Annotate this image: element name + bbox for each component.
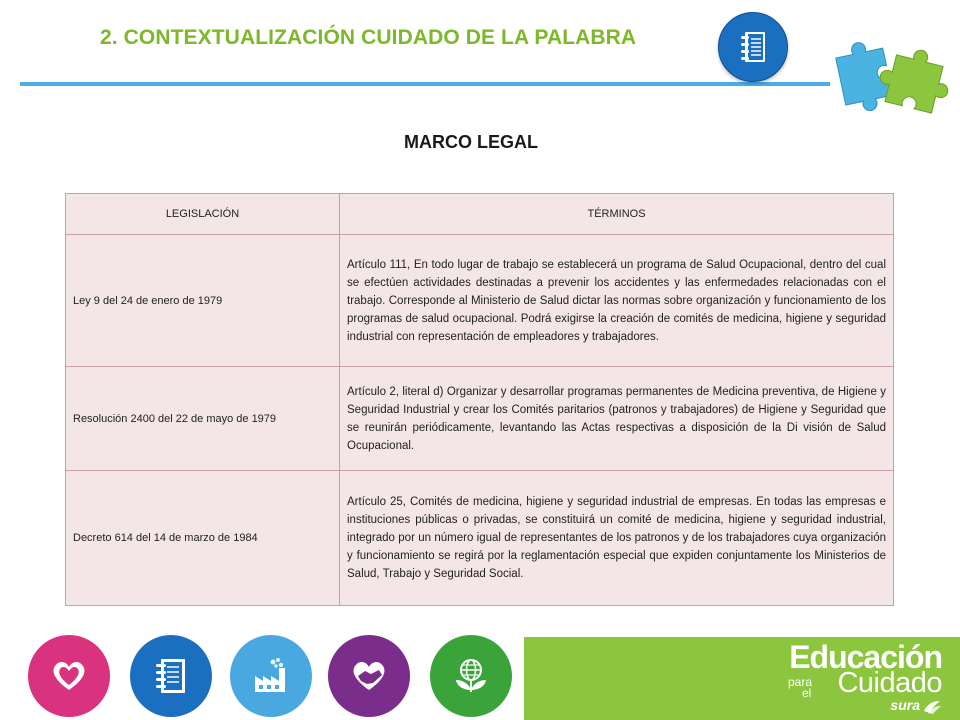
globe-circle [430,635,512,717]
handshake-icon [349,656,389,696]
heart-circle [28,635,110,717]
globe-plant-icon [451,656,491,696]
legislation-cell: Resolución 2400 del 22 de mayo de 1979 [66,367,340,471]
legislation-cell: Decreto 614 del 14 de marzo de 1984 [66,471,340,606]
page-title: 2. CONTEXTUALIZACIÓN CUIDADO DE LA PALABRA [100,26,637,49]
table-header-row [66,194,894,235]
factory-circle [230,635,312,717]
brand-cuidado-text: Cuidado [837,667,942,699]
puzzle-pieces-icon [832,40,952,120]
factory-icon [251,656,291,696]
heart-icon [49,656,89,696]
top-notebook-circle [718,12,788,82]
notebook-icon [151,656,191,696]
legal-framework-table [65,193,894,606]
terms-cell: Artículo 111, En todo lugar de trabajo se establecerá un programa de Salud Ocupacional, dentro del cual se efectúen actividades destinadas a prevenir los accidentes y las enfermedades relacionadas con el trabajo. Corresponde al Ministerio de Salud dictar las normas sobre organización y funcionamiento de los programas de salud ocupacional. Podrá exigirse la creación de comités de medicina, higiene y seguridad industrial con representación de empleadores y trabajadores. [340,235,894,367]
handshake-circle [328,635,410,717]
terms-cell: Artículo 2, literal d) Organizar y desarrollar programas permanentes de Medicina preventiva, de Higiene y Seguridad Industrial y crear los Comités paritarios (patronos y trabajadores) de Higiene y Seguridad que se reunirán periódicamente, levantando las Actas respectivas a disposición de la Di visión de Salud Ocupacional. [340,367,894,471]
sura-logo-text: sura [890,697,920,713]
sura-mark-icon [922,699,942,715]
section-subtitle: MARCO LEGAL [404,132,538,152]
column-header-legislation: LEGISLACIÓN [66,194,340,235]
terms-cell: Artículo 25, Comités de medicina, higiene y seguridad industrial de empresas. En todas las empresas e instituciones públicas o privadas, se constituirá un comité de medicina, higiene y seguridad industrial, integrado por un número igual de representantes de los patronos y de los trabajadores cuya organización y funcionamiento se regirá por la reglamentación especial que expiden conjuntamente los Ministerios de Salud, Trabajo y Seguridad Social. [340,471,894,606]
table-row [66,471,894,606]
table-row [66,235,894,367]
brand-para-text [788,677,812,699]
brand-word-el: el [802,686,812,700]
column-header-terms: TÉRMINOS [340,194,894,235]
table-row [66,367,894,471]
educacion-cuidado-logo [524,637,960,720]
brand-main-text: Educación [789,639,942,675]
notebook-icon [739,30,767,64]
brand-word-para: para [788,675,813,689]
legislation-cell: Ley 9 del 24 de enero de 1979 [66,235,340,367]
title-rule [20,82,830,86]
notebook-circle [130,635,212,717]
